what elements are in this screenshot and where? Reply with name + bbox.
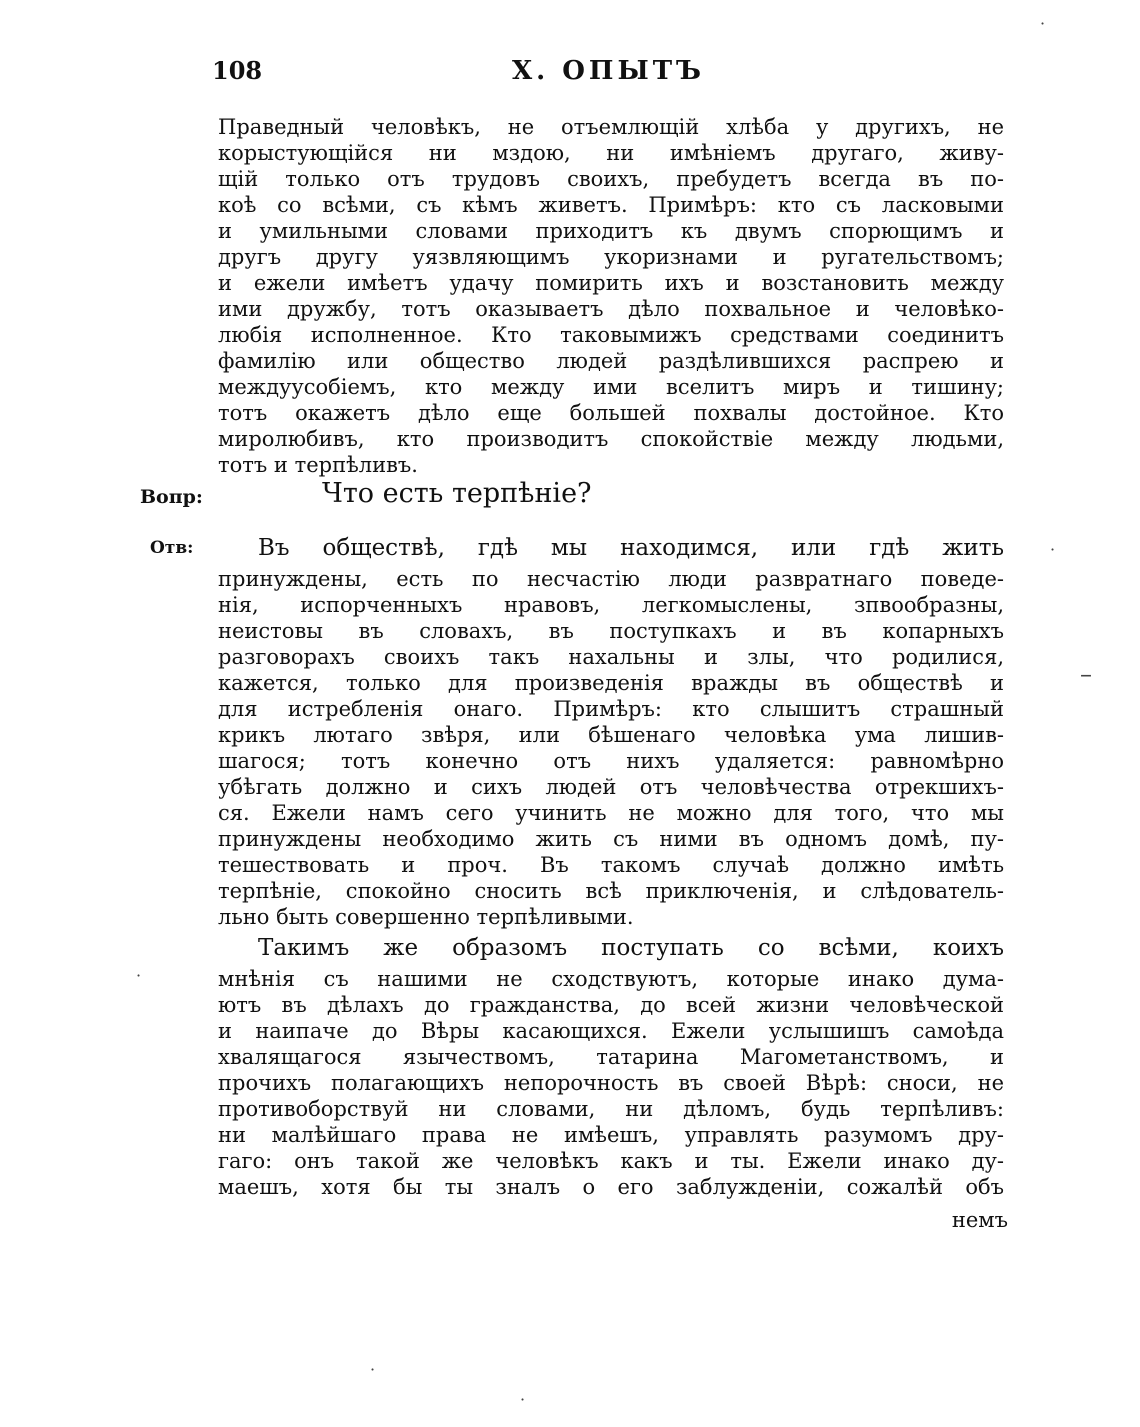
text-line: корыстующiйся ни мздою, ни имѣнiемъ другаго, живу- [218,141,1004,165]
text-line: тешествовать и проч. Въ такомъ случаѣ должно имѣть [218,853,1004,877]
scan-speck: – [1080,660,1092,688]
text-line: принуждены необходимо жить съ ними въ одномъ домѣ, пу- [218,827,1004,851]
page-header [212,56,1012,96]
text-line: коѣ со всѣми, съ кѣмъ живетъ. Примѣръ: кто съ ласковыми [218,193,1004,217]
text-line: ими дружбу, тотъ оказываетъ дѣло похвальное и человѣко- [218,297,1004,321]
text-line: ни малѣйшаго права не имѣешъ, управлять разумомъ дру- [218,1123,1004,1147]
text-line: мнѣнiя съ нашими не сходствуютъ, которые инако дума- [218,967,1004,991]
question-label: Вопр: [140,486,203,508]
text-line: льно быть совершенно терпѣливыми. [218,905,634,929]
text-line: разговорахъ своихъ такъ нахальны и злы, что родилися, [218,645,1004,669]
text-line: ся. Ежели намъ сего учинить не можно для того, что мы [218,801,1004,825]
answer-label: Отв: [150,538,194,558]
text-line: и умильными словами приходитъ къ двумъ спорющимъ и [218,219,1004,243]
text-line: маешъ, хотя бы ты зналъ о его заблужденiи, сожалѣй объ [218,1175,1004,1199]
text-line: противоборствуй ни словами, ни дѣломъ, будь терпѣливъ: [218,1097,1004,1121]
text-line: крикъ лютаго звѣря, или бѣшенаго человѣка ума лишив- [218,723,1004,747]
text-line: терпѣнiе, спокойно сносить всѣ приключенiя, и слѣдователь- [218,879,1004,903]
question-text: Что есть терпѣнiе? [322,478,592,509]
paragraph-2 [218,530,1004,930]
text-line: убѣгать должно и сихъ людей отъ человѣчества отрекшихъ- [218,775,1004,799]
text-line: щiй только отъ трудовъ своихъ, пребудетъ всегда въ по- [218,167,1004,191]
paragraph-3 [218,930,1004,1200]
text-line: неистовы въ словахъ, въ поступкахъ и въ копарныхъ [218,619,1004,643]
text-line: и ежели имѣетъ удачу помирить ихъ и возстановить между [218,271,1004,295]
text-line: кажется, только для произведенiя вражды въ обществѣ и [218,671,1004,695]
text-line: Такимъ же образомъ поступать со всѣми, коихъ [258,935,1004,961]
scan-speck: · [370,1360,376,1379]
text-line: фамилiю или общество людей раздѣлившихся распрею и [218,349,1004,373]
text-line: нiя, испорченныхъ нравовъ, легкомыслены, зпвообразны, [218,593,1004,617]
page-number: 108 [212,56,263,85]
text-line: другъ другу уязвляющимъ укоризнами и ругательствомъ; [218,245,1004,269]
question [140,478,1010,514]
paragraph-1 [218,114,1004,478]
running-title: X. ОПЫТЪ [512,56,705,86]
text-line: и наипаче до Вѣры касающихся. Ежели услышишъ самоѣда [218,1019,1004,1043]
text-line: Въ обществѣ, гдѣ мы находимся, или гдѣ жить [258,535,1004,561]
scan-speck: · [520,1390,526,1409]
text-line: прочихъ полагающихъ непорочность въ своей Вѣрѣ: сноси, не [218,1071,1004,1095]
text-line: междуусобiемъ, кто между ими вселитъ миръ и тишину; [218,375,1004,399]
scan-speck: · [1040,14,1046,33]
catchword: немъ [951,1208,1008,1232]
text-line: тотъ и терпѣливъ. [218,453,418,477]
text-line: принуждены, есть по несчастiю люди развратнаго поведе- [218,567,1004,591]
text-line: шагося; тотъ конечно отъ нихъ удаляется: равномѣрно [218,749,1004,773]
scan-speck: · [1050,540,1056,559]
text-line: гаго: онъ такой же человѣкъ какъ и ты. Ежели инако ду- [218,1149,1004,1173]
text-line: любiя исполненное. Кто таковымижъ средствами соединитъ [218,323,1004,347]
text-line: ютъ въ дѣлахъ до гражданства, до всей жизни человѣческой [218,993,1004,1017]
scan-speck: · [136,966,142,985]
text-line: Праведный человѣкъ, не отъемлющiй хлѣба у другихъ, не [218,115,1004,139]
text-line: тотъ окажетъ дѣло еще большей похвалы достойное. Кто [218,401,1004,425]
text-line: хвалящагося язычествомъ, татарина Магометанствомъ, и [218,1045,1004,1069]
text-line: для истребленiя онаго. Примѣръ: кто слышитъ страшный [218,697,1004,721]
text-line: миролюбивъ, кто производитъ спокойствiе между людьми, [218,427,1004,451]
